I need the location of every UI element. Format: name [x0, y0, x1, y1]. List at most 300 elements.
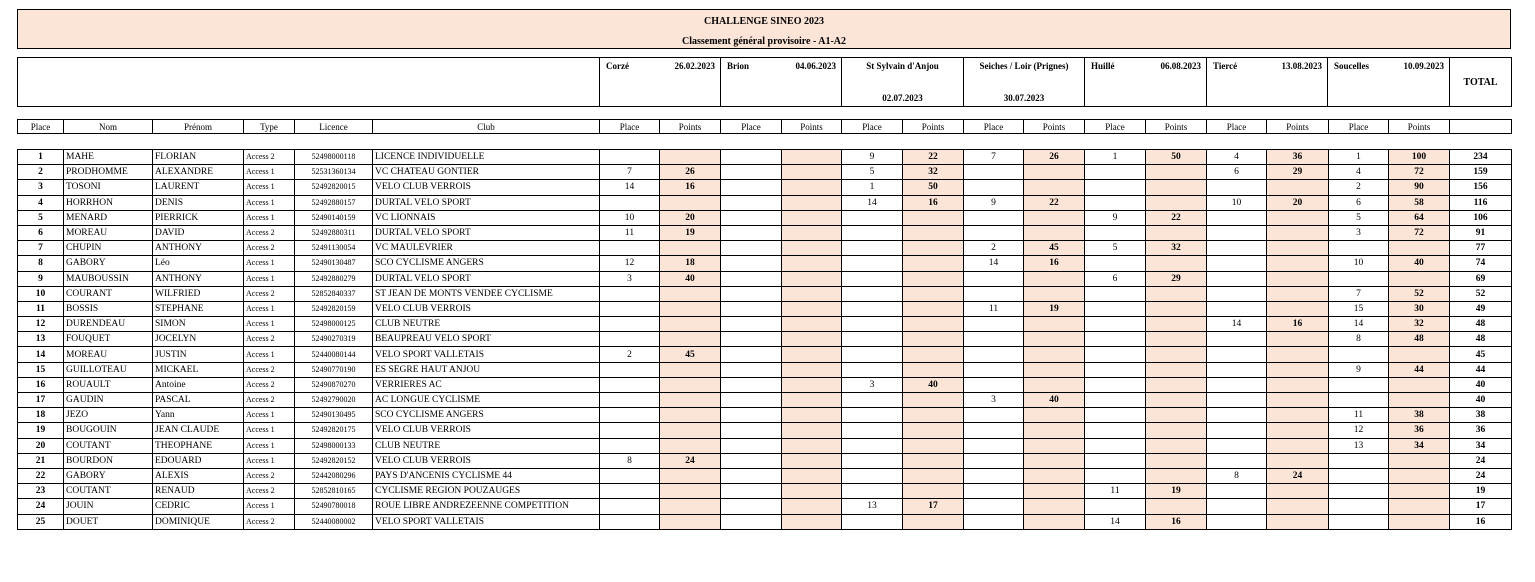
cell-event-place [964, 377, 1024, 392]
cell-prenom: DAVID [153, 225, 244, 240]
cell-event-place: 6 [1085, 271, 1146, 286]
cell-event-points [1024, 438, 1085, 453]
cell-event-place [842, 484, 903, 499]
cell-event-place [1085, 377, 1146, 392]
table-row [18, 317, 1512, 332]
cell-event-points: 22 [1146, 210, 1207, 225]
cell-event-place [721, 438, 782, 453]
cell-total: 16 [1450, 514, 1512, 529]
cell-event-place [1085, 317, 1146, 332]
cell-event-place [1207, 210, 1267, 225]
cell-event-place: 2 [964, 241, 1024, 256]
cell-type: Access 1 [244, 180, 295, 195]
cell-licence: 52440080002 [295, 514, 373, 529]
cell-total: 34 [1450, 438, 1512, 453]
cell-event-points [1146, 499, 1207, 514]
cell-event-place: 4 [1207, 150, 1267, 165]
cell-event-points: 22 [903, 150, 964, 165]
cell-place: 13 [18, 332, 64, 347]
cell-event-place: 9 [964, 195, 1024, 210]
cell-event-points [903, 438, 964, 453]
cell-event-points [1267, 225, 1329, 240]
cell-prenom: EDOUARD [153, 453, 244, 468]
cell-event-place [600, 484, 660, 499]
cell-event-place [964, 423, 1024, 438]
cell-event-place [1329, 514, 1389, 529]
cell-licence: 52852810165 [295, 484, 373, 499]
cell-event-place [721, 347, 782, 362]
cell-place: 9 [18, 271, 64, 286]
cell-event-points [1389, 453, 1450, 468]
cell-event-place [600, 377, 660, 392]
event-header-6 [1207, 58, 1328, 107]
col-event-points: Points [782, 120, 842, 134]
cell-type: Access 2 [244, 225, 295, 240]
table-row [18, 301, 1512, 316]
cell-event-points [1024, 484, 1085, 499]
cell-event-points [903, 468, 964, 483]
cell-club: ST JEAN DE MONTS VENDEE CYCLISME [373, 286, 600, 301]
table-row [18, 332, 1512, 347]
cell-event-place [1207, 180, 1267, 195]
table-row [18, 241, 1512, 256]
cell-total: 91 [1450, 225, 1512, 240]
cell-event-points: 40 [1389, 256, 1450, 271]
cell-event-place [600, 286, 660, 301]
cell-event-place: 7 [600, 165, 660, 180]
cell-event-points [1146, 438, 1207, 453]
cell-prenom: MICKAEL [153, 362, 244, 377]
cell-event-place: 15 [1329, 301, 1389, 316]
col-event-place: Place [600, 120, 660, 134]
cell-nom: CHUPIN [64, 241, 153, 256]
cell-event-place [721, 317, 782, 332]
cell-club: SCO CYCLISME ANGERS [373, 408, 600, 423]
event-header-content [1085, 58, 1206, 106]
cell-event-points: 36 [1389, 423, 1450, 438]
cell-event-place: 9 [1329, 362, 1389, 377]
cell-event-place: 14 [600, 180, 660, 195]
cell-club: LICENCE INDIVIDUELLE [373, 150, 600, 165]
cell-event-place: 3 [842, 377, 903, 392]
cell-licence: 52490130487 [295, 256, 373, 271]
cell-event-points [1267, 301, 1329, 316]
cell-type: Access 1 [244, 438, 295, 453]
cell-event-points [782, 150, 842, 165]
event-name: Corzé [606, 61, 629, 71]
cell-event-place [964, 286, 1024, 301]
cell-event-points [1267, 347, 1329, 362]
cell-place: 25 [18, 514, 64, 529]
cell-club: VC MAULEVRIER [373, 241, 600, 256]
cell-event-points [1146, 377, 1207, 392]
cell-place: 2 [18, 165, 64, 180]
cell-event-place [600, 301, 660, 316]
cell-prenom: ANTHONY [153, 241, 244, 256]
cell-event-place [964, 362, 1024, 377]
event-date: 02.07.2023 [882, 93, 923, 103]
col-total [1450, 120, 1512, 134]
cell-event-place: 6 [1329, 195, 1389, 210]
cell-event-place [842, 514, 903, 529]
cell-place: 4 [18, 195, 64, 210]
cell-event-points [1389, 468, 1450, 483]
cell-event-place [1207, 347, 1267, 362]
cell-event-place [964, 225, 1024, 240]
cell-licence: 52442080296 [295, 468, 373, 483]
cell-event-place [721, 408, 782, 423]
cell-type: Access 2 [244, 286, 295, 301]
cell-prenom: JOCELYN [153, 332, 244, 347]
cell-event-place [964, 271, 1024, 286]
cell-event-points [782, 256, 842, 271]
table-row [18, 150, 1512, 165]
col-prenom: Prénom [153, 120, 244, 134]
cell-event-points [1146, 468, 1207, 483]
cell-event-points [903, 225, 964, 240]
event-date: 06.08.2023 [1160, 61, 1201, 71]
cell-event-place [600, 317, 660, 332]
cell-event-place [842, 256, 903, 271]
cell-event-place [964, 408, 1024, 423]
cell-event-points [903, 332, 964, 347]
cell-club: PAYS D'ANCENIS CYCLISME 44 [373, 468, 600, 483]
cell-type: Access 1 [244, 165, 295, 180]
table-row [18, 408, 1512, 423]
cell-type: Access 1 [244, 499, 295, 514]
cell-prenom: WILFRIED [153, 286, 244, 301]
col-event-place: Place [1329, 120, 1389, 134]
table-row [18, 195, 1512, 210]
cell-event-points [782, 438, 842, 453]
cell-club: VELO CLUB VERROIS [373, 180, 600, 195]
cell-event-points [1267, 438, 1329, 453]
cell-total: 234 [1450, 150, 1512, 165]
cell-event-points: 19 [660, 225, 721, 240]
cell-type: Access 1 [244, 195, 295, 210]
page-subtitle: Classement général provisoire - A1-A2 [681, 36, 847, 47]
cell-event-points [1267, 499, 1329, 514]
cell-nom: MAHE [64, 150, 153, 165]
cell-event-place [1085, 347, 1146, 362]
cell-prenom: Antoine [153, 377, 244, 392]
cell-nom: DOUET [64, 514, 153, 529]
cell-place: 5 [18, 210, 64, 225]
cell-event-points: 40 [1024, 393, 1085, 408]
col-event-points: Points [1267, 120, 1329, 134]
events-header [17, 57, 1512, 107]
cell-event-place [842, 225, 903, 240]
cell-event-points: 52 [1389, 286, 1450, 301]
cell-nom: GAUDIN [64, 393, 153, 408]
table-row [18, 362, 1512, 377]
cell-event-points: 38 [1389, 408, 1450, 423]
cell-event-points: 45 [660, 347, 721, 362]
cell-type: Access 1 [244, 408, 295, 423]
cell-event-points [782, 393, 842, 408]
cell-place: 24 [18, 499, 64, 514]
table-row [18, 286, 1512, 301]
cell-event-points [782, 408, 842, 423]
cell-event-points [660, 393, 721, 408]
event-name: Brion [727, 61, 750, 71]
col-event-points: Points [660, 120, 721, 134]
cell-prenom: Yann [153, 408, 244, 423]
cell-nom: COURANT [64, 286, 153, 301]
cell-club: VELO SPORT VALLETAIS [373, 347, 600, 362]
cell-event-points [782, 165, 842, 180]
cell-event-points [1146, 225, 1207, 240]
title-banner [17, 9, 1511, 49]
cell-type: Access 2 [244, 514, 295, 529]
cell-event-place [721, 453, 782, 468]
table-row [18, 271, 1512, 286]
cell-prenom: FLORIAN [153, 150, 244, 165]
cell-event-points [1267, 180, 1329, 195]
cell-event-place [721, 423, 782, 438]
cell-event-place [600, 241, 660, 256]
cell-event-place: 12 [600, 256, 660, 271]
cell-event-place: 14 [1085, 514, 1146, 529]
cell-event-points [782, 271, 842, 286]
cell-prenom: CEDRIC [153, 499, 244, 514]
cell-event-place: 1 [842, 180, 903, 195]
page-title: CHALLENGE SINEO 2023 [703, 16, 825, 27]
table-row [18, 210, 1512, 225]
col-event-points: Points [1146, 120, 1207, 134]
cell-club: DURTAL VELO SPORT [373, 195, 600, 210]
cell-nom: COUTANT [64, 438, 153, 453]
cell-event-place [721, 271, 782, 286]
cell-event-points [782, 195, 842, 210]
cell-nom: PRODHOMME [64, 165, 153, 180]
cell-event-place [964, 210, 1024, 225]
cell-event-place [1207, 499, 1267, 514]
cell-event-place [1207, 256, 1267, 271]
cell-total: 48 [1450, 332, 1512, 347]
cell-event-points [903, 393, 964, 408]
cell-event-points: 32 [903, 165, 964, 180]
table-row [18, 499, 1512, 514]
cell-event-points: 44 [1389, 362, 1450, 377]
cell-licence: 52492880311 [295, 225, 373, 240]
ranking-table [17, 149, 1512, 530]
cell-event-place [1085, 286, 1146, 301]
cell-club: DURTAL VELO SPORT [373, 271, 600, 286]
cell-type: Access 2 [244, 468, 295, 483]
cell-club: ES SEGRE HAUT ANJOU [373, 362, 600, 377]
cell-event-place [1207, 408, 1267, 423]
event-header-content [600, 58, 720, 106]
cell-event-points: 22 [1024, 195, 1085, 210]
cell-total: 19 [1450, 484, 1512, 499]
cell-event-place [1207, 423, 1267, 438]
col-event-points: Points [1389, 120, 1450, 134]
cell-nom: MOREAU [64, 225, 153, 240]
event-name: St Sylvain d'Anjou [866, 61, 939, 71]
cell-event-place [842, 286, 903, 301]
cell-event-place: 7 [1329, 286, 1389, 301]
cell-event-place [964, 165, 1024, 180]
cell-event-place [842, 468, 903, 483]
cell-club: AC LONGUE CYCLISME [373, 393, 600, 408]
cell-event-points [782, 484, 842, 499]
cell-event-place [1207, 225, 1267, 240]
cell-event-points [1389, 377, 1450, 392]
cell-prenom: PASCAL [153, 393, 244, 408]
cell-event-place [600, 438, 660, 453]
cell-event-place [721, 180, 782, 195]
cell-event-place [1329, 484, 1389, 499]
cell-event-place [1207, 301, 1267, 316]
cell-event-points [782, 225, 842, 240]
event-name: Seiches / Loir (Prignes) [979, 61, 1069, 71]
cell-event-place [721, 377, 782, 392]
cell-event-place [964, 453, 1024, 468]
cell-event-points [1146, 393, 1207, 408]
event-header-7 [1328, 58, 1450, 107]
cell-event-points [1267, 256, 1329, 271]
cell-event-place: 2 [600, 347, 660, 362]
cell-event-points [1267, 362, 1329, 377]
cell-prenom: ANTHONY [153, 271, 244, 286]
cell-type: Access 2 [244, 362, 295, 377]
cell-licence: 52498000125 [295, 317, 373, 332]
cell-nom: JEZO [64, 408, 153, 423]
cell-event-place: 8 [1329, 332, 1389, 347]
cell-total: 156 [1450, 180, 1512, 195]
col-place: Place [18, 120, 64, 134]
cell-event-points [1146, 347, 1207, 362]
cell-club: VELO CLUB VERROIS [373, 453, 600, 468]
cell-club: SCO CYCLISME ANGERS [373, 256, 600, 271]
cell-total: 17 [1450, 499, 1512, 514]
cell-event-place [721, 301, 782, 316]
cell-event-place: 8 [600, 453, 660, 468]
cell-event-place: 10 [1207, 195, 1267, 210]
event-header-content [721, 58, 841, 106]
cell-event-points [1024, 408, 1085, 423]
cell-prenom: ALEXIS [153, 468, 244, 483]
cell-place: 16 [18, 377, 64, 392]
cell-place: 18 [18, 408, 64, 423]
cell-event-points [660, 438, 721, 453]
cell-event-points [1146, 362, 1207, 377]
cell-prenom: DOMINIQUE [153, 514, 244, 529]
event-date: 30.07.2023 [1003, 93, 1045, 103]
cell-event-points: 50 [903, 180, 964, 195]
cell-event-points [660, 301, 721, 316]
cell-type: Access 1 [244, 301, 295, 316]
cell-event-place: 13 [1329, 438, 1389, 453]
cell-event-place: 14 [1329, 317, 1389, 332]
cell-event-place [1207, 453, 1267, 468]
cell-event-place: 5 [1329, 210, 1389, 225]
cell-type: Access 2 [244, 484, 295, 499]
cell-place: 15 [18, 362, 64, 377]
cell-event-points [1267, 241, 1329, 256]
cell-event-points [782, 377, 842, 392]
cell-total: 48 [1450, 317, 1512, 332]
cell-event-points: 24 [1267, 468, 1329, 483]
cell-club: VELO CLUB VERROIS [373, 301, 600, 316]
cell-licence: 52492880157 [295, 195, 373, 210]
cell-event-points [1024, 210, 1085, 225]
cell-event-points: 58 [1389, 195, 1450, 210]
cell-licence: 52492820175 [295, 423, 373, 438]
cell-event-place: 9 [842, 150, 903, 165]
cell-event-place: 5 [1085, 241, 1146, 256]
cell-licence: 52498000133 [295, 438, 373, 453]
cell-nom: COUTANT [64, 484, 153, 499]
cell-club: DURTAL VELO SPORT [373, 225, 600, 240]
cell-event-points [782, 317, 842, 332]
cell-event-points [1389, 271, 1450, 286]
cell-place: 3 [18, 180, 64, 195]
cell-event-place [842, 453, 903, 468]
cell-event-points [660, 241, 721, 256]
event-header-4 [964, 58, 1085, 107]
cell-event-points: 16 [903, 195, 964, 210]
event-header-3 [842, 58, 964, 107]
cell-event-points [660, 423, 721, 438]
cell-event-points [1146, 180, 1207, 195]
cell-event-place [600, 514, 660, 529]
cell-licence: 52490870270 [295, 377, 373, 392]
cell-event-points [782, 423, 842, 438]
cell-event-place [721, 165, 782, 180]
cell-event-place [1085, 408, 1146, 423]
cell-event-place [1085, 195, 1146, 210]
event-date: 13.08.2023 [1281, 61, 1322, 71]
cell-event-points: 64 [1389, 210, 1450, 225]
cell-event-points [1024, 180, 1085, 195]
cell-event-points [660, 484, 721, 499]
cell-event-place [842, 347, 903, 362]
table-row [18, 393, 1512, 408]
event-header-content [1328, 58, 1449, 106]
cell-event-points [1024, 453, 1085, 468]
cell-event-points [782, 301, 842, 316]
cell-type: Access 1 [244, 423, 295, 438]
cell-event-points [1389, 514, 1450, 529]
cell-event-place [1207, 514, 1267, 529]
cell-prenom: ALEXANDRE [153, 165, 244, 180]
cell-event-place [842, 332, 903, 347]
cell-event-points [903, 423, 964, 438]
cell-event-points: 26 [1024, 150, 1085, 165]
cell-event-points: 48 [1389, 332, 1450, 347]
cell-nom: MOREAU [64, 347, 153, 362]
cell-event-points [903, 453, 964, 468]
cell-event-points [1267, 423, 1329, 438]
cell-event-points [1267, 286, 1329, 301]
cell-event-points [782, 468, 842, 483]
cell-licence: 52531360134 [295, 165, 373, 180]
cell-event-points [903, 286, 964, 301]
cell-event-points [1146, 423, 1207, 438]
cell-event-place [1329, 241, 1389, 256]
cell-event-points [782, 499, 842, 514]
cell-event-points [782, 210, 842, 225]
cell-event-points [660, 362, 721, 377]
cell-event-points: 29 [1267, 165, 1329, 180]
cell-event-points [1146, 301, 1207, 316]
cell-event-points [1389, 241, 1450, 256]
cell-place: 23 [18, 484, 64, 499]
cell-event-place [842, 362, 903, 377]
cell-event-points: 32 [1389, 317, 1450, 332]
